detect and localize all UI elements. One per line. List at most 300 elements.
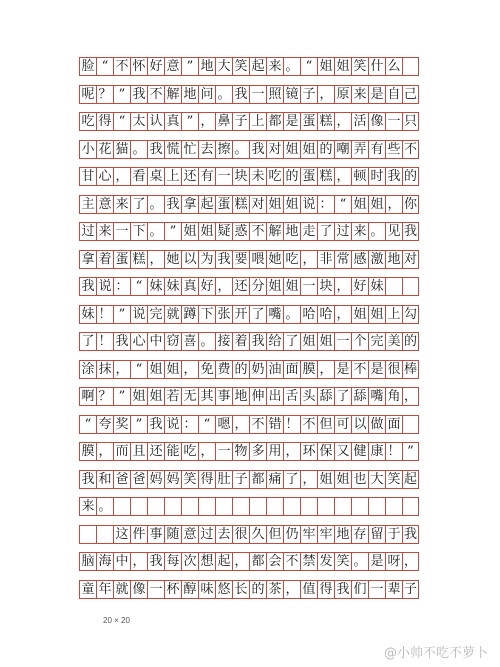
grid-cell: ， [403,389,417,404]
grid-cell: 姐 [317,333,334,350]
grid-cell: 。 [283,306,300,323]
grid-cell: 主 [79,196,96,213]
grid-cell: 美 [385,333,402,350]
grid-cell [232,498,249,515]
grid-cell: 妈 [147,471,164,488]
grid-cell: 妹 [79,306,96,323]
grid-cell: 惑 [232,223,249,240]
grid-cell: 意 [96,196,113,213]
grid-cell: 若 [164,388,181,405]
grid-cell [96,526,113,543]
grid-cell: 奶 [249,361,266,378]
grid-cell: 说 [96,278,113,295]
grid-cell: 姐 [181,223,198,240]
grid-cell: 棒 [403,361,417,377]
grid-cell: 地 [283,223,300,240]
grid-cell: 于 [385,526,402,543]
grid-cell: 起 [215,553,232,570]
grid-cell: 姐 [198,223,215,240]
grid-cell: 妹 [147,278,164,295]
grid-cell: 无 [181,388,198,405]
grid-cell: 子 [232,113,249,130]
grid-cell: 费 [215,361,232,378]
grid-cell: “ [113,113,130,130]
grid-cell [147,498,164,515]
grid-cell: 像 [130,581,147,598]
grid-cell: 花 [96,141,113,158]
grid-cell: 己 [403,86,417,102]
grid-cell: 像 [368,113,385,130]
grid-cell: 过 [79,223,96,240]
grid-cell: 免 [198,361,215,378]
grid-row [79,497,419,516]
grid-cell: 镜 [283,86,300,103]
grid-cell: 发 [317,553,334,570]
grid-cell: 们 [351,581,368,598]
grid-cell: 说 [300,196,317,213]
grid-cell: 我 [147,553,164,570]
grid-row [79,442,419,461]
grid-cell: ， [181,361,198,378]
grid-cell: 姐 [300,141,317,158]
grid-cell: 疑 [215,223,232,240]
grid-cell: 物 [232,443,249,460]
grid-cell: 我 [403,526,417,542]
grid-cell: 起 [403,471,417,487]
grid-cell: 随 [164,526,181,543]
grid-cell: 了 [249,306,266,323]
grid-cell: 怀 [130,58,147,75]
grid-cell: 接 [215,333,232,350]
grid-cell: 一 [215,443,232,460]
grid-cell: 了 [283,333,300,350]
grid-cell [249,498,266,515]
grid-cell: 用 [266,443,283,460]
grid-cell: 我 [334,581,351,598]
grid-cell: 牢 [317,526,334,543]
grid-cell: 哈 [300,306,317,323]
grid-cell: 角 [385,388,402,405]
grid-cell: ” [164,223,181,240]
grid-cell: 久 [249,526,266,543]
grid-cell: 姐 [334,471,351,488]
grid-cell: 上 [164,168,181,185]
grid-cell: 心 [130,333,147,350]
grid-cell: 姐 [283,196,300,213]
grid-cell: ， [198,443,215,460]
grid-cell: 次 [181,553,198,570]
grid-cell: 且 [130,443,147,460]
grid-cell: ： [113,278,130,295]
grid-cell: 脸 [79,58,96,75]
grid-cell: 康 [368,443,385,460]
grid-cell: 爸 [113,471,130,488]
grid-cell: 膜 [300,361,317,378]
grid-cell [283,498,300,515]
grid-cell: 擦 [215,141,232,158]
grid-cell [113,498,130,515]
grid-cell: 姐 [351,306,368,323]
grid-cell: 不 [351,361,368,378]
grid-cell: “ [96,58,113,75]
grid-cell: 很 [232,526,249,543]
grid-cell: 起 [249,58,266,75]
grid-cell: 甘 [79,168,96,185]
grid-cell: 去 [215,526,232,543]
grid-cell: 姐 [300,333,317,350]
grid-cell: 舌 [283,388,300,405]
grid-cell [385,278,402,295]
grid-cell: ， [96,443,113,460]
grid-cell: 解 [164,86,181,103]
grid-cell: 。 [147,223,164,240]
grid-cell: 呢 [79,86,96,103]
grid-cell: 呀 [385,553,402,570]
grid-cell: 也 [351,471,368,488]
grid-cell: ， [113,361,130,378]
grid-cell: 嘴 [266,306,283,323]
grid-cell: 禁 [300,553,317,570]
grid-cell: 我 [385,168,402,185]
grid-cell: 都 [266,113,283,130]
grid-cell [402,498,419,515]
grid-row [79,525,419,544]
grid-cell: 原 [334,86,351,103]
grid-cell: 地 [232,388,249,405]
grid-cell: 是 [283,113,300,130]
grid-cell: 有 [198,168,215,185]
grid-cell: 你 [403,196,417,212]
grid-cell: 油 [266,361,283,378]
grid-cell: 仍 [283,526,300,543]
grid-cell: ” [181,113,198,130]
grid-cell [79,526,96,543]
grid-cell: “ [300,58,317,75]
grid-cell: 蛋 [215,196,232,213]
grid-cell: 不 [403,141,417,157]
grid-cell: 拿 [181,196,198,213]
grid-cell: 分 [249,278,266,295]
grid-row [79,167,419,186]
grid-cell: 鼻 [215,113,232,130]
grid-row [79,195,419,214]
grid-cell: 存 [351,526,368,543]
grid-cell: 是 [368,361,385,378]
grid-cell: 我 [249,333,266,350]
grid-cell: 要 [232,251,249,268]
grid-cell: 得 [96,113,113,130]
grid-cell: 地 [385,251,402,268]
grid-row [79,222,419,241]
grid-cell: 些 [385,141,402,158]
grid-cell: 做 [368,416,385,433]
grid-cell: ， [334,113,351,130]
grid-cell: ， [232,416,249,433]
grid-cell: 得 [317,581,334,598]
grid-cell: 脑 [79,553,96,570]
grid-cell: 了 [130,196,147,213]
grid-cell: 看 [130,168,147,185]
grid-cell: 一 [368,581,385,598]
grid-cell: 是 [368,86,385,103]
grid-cell: 爸 [130,471,147,488]
grid-cell: 啊 [79,388,96,405]
grid-cell: 的 [232,361,249,378]
grid-cell: 我 [403,224,417,239]
grid-row [79,140,419,159]
grid-cell: 一 [334,333,351,350]
grid-cell: 问 [198,86,215,103]
grid-cell: 其 [198,388,215,405]
grid-cell: 姐 [317,471,334,488]
grid-cell: 还 [181,168,198,185]
grid-cell: ， [147,251,164,268]
grid-cell: ！ [385,443,402,460]
grid-cell: 。 [198,333,215,350]
grid-cell [385,498,402,515]
grid-cell: 一 [113,223,130,240]
grid-cell [402,58,419,75]
grid-cell: 过 [334,223,351,240]
grid-cell: 多 [249,443,266,460]
grid-cell: 有 [368,141,385,158]
grid-cell: 吃 [266,168,283,185]
grid-cell [351,498,368,515]
grid-cell: 不 [249,416,266,433]
grid-cell: 了 [317,223,334,240]
grid-cell: 我 [147,416,164,433]
grid-cell: 哈 [317,306,334,323]
grid-cell: 蛋 [300,113,317,130]
grid-row [79,277,419,296]
grid-cell: 为 [198,251,215,268]
grid-cell: 忙 [181,141,198,158]
grid-cell: 去 [198,141,215,158]
grid-cell: 就 [164,306,181,323]
grid-cell: 妹 [368,278,385,295]
grid-cell: ， [403,554,417,569]
grid-cell: ， [198,113,215,130]
grid-cell: 。 [130,141,147,158]
grid-cell: 。 [368,223,385,240]
grid-cell: 姐 [334,58,351,75]
grid-cell: ” [181,58,198,75]
grid-cell: 杯 [164,581,181,598]
grid-cell: 说 [164,416,181,433]
grid-cell: 辈 [385,581,402,598]
grid-cell: 着 [96,251,113,268]
grid-cell: 头 [300,388,317,405]
grid-cell: 太 [130,113,147,130]
grid-cell: 膜 [79,443,96,460]
grid-cell: 喂 [249,251,266,268]
grid-cell: 来 [96,223,113,240]
grid-cell: 活 [351,113,368,130]
grid-cell: 好 [351,278,368,295]
grid-cell: 味 [198,581,215,598]
grid-cell: 吃 [79,113,96,130]
grid-cell: 姐 [164,361,181,378]
grid-cell: 地 [334,526,351,543]
grid-cell: 。 [96,498,113,515]
grid-row [79,250,419,269]
grid-cell: 喜 [181,333,198,350]
grid-cell: 对 [266,141,283,158]
grid-row [79,85,419,104]
grid-cell: ” [113,388,130,405]
grid-cell: 能 [164,443,181,460]
grid-cell: 了 [283,471,300,488]
grid-cell: 抹 [96,361,113,378]
grid-cell: 过 [198,526,215,543]
grid-cell: 心 [96,168,113,185]
grid-cell: 一 [215,168,232,185]
grid-cell: ！ [96,333,113,350]
grid-cell: 得 [198,471,215,488]
grid-cell [266,498,283,515]
grid-cell: 姐 [147,361,164,378]
grid-cell: 面 [385,416,402,433]
grid-cell: 块 [232,168,249,185]
grid-cell: 起 [198,196,215,213]
grid-row [79,470,419,489]
grid-cell: 不 [283,553,300,570]
grid-cell: 张 [215,306,232,323]
grid-cell: 意 [181,526,198,543]
grid-cell: 一 [385,113,402,130]
grid-cell: 以 [181,251,198,268]
grid-cell: 。 [232,141,249,158]
grid-cell: 嘲 [334,141,351,158]
grid-cell: 。 [351,553,368,570]
grid-cell: 而 [113,443,130,460]
grid-cell: 子 [403,581,417,597]
grid-cell: 年 [96,581,113,598]
grid-cell: ， [300,471,317,488]
grid-cell: 小 [79,141,96,158]
grid-cell: 事 [147,526,164,543]
grid-row [79,552,419,571]
grid-cell: 伸 [249,388,266,405]
grid-cell: 。 [147,196,164,213]
grid-cell: 不 [147,86,164,103]
grid-cell: 牢 [300,526,317,543]
grid-cell: 姐 [368,196,385,213]
grid-cell: 每 [164,553,181,570]
grid-cell: ” [402,443,419,460]
grid-cell: 就 [113,581,130,598]
grid-cell: 姐 [283,141,300,158]
grid-cell: ， [215,278,232,295]
grid-cell: 不 [113,58,130,75]
grid-cell: 茶 [266,581,283,598]
grid-cell: 未 [249,168,266,185]
grid-cell: 妈 [164,471,181,488]
grid-cell: 我 [130,86,147,103]
grid-cell: 意 [164,58,181,75]
grid-cell: ？ [96,388,113,405]
grid-cell: 笑 [232,58,249,75]
grid-cell: 一 [147,581,164,598]
grid-cell: 上 [385,306,402,323]
grid-cell: 子 [232,471,249,488]
grid-cell: 值 [300,581,317,598]
grid-cell: 地 [181,86,198,103]
grid-cell: 又 [334,443,351,460]
grid-cell: 么 [385,58,402,75]
grid-cell [300,498,317,515]
grid-cell: 夸 [96,416,113,433]
grid-cell: 感 [351,251,368,268]
grid-cell: 拿 [79,251,96,268]
grid-cell: 完 [368,333,385,350]
grid-cell: ， [385,196,402,213]
grid-cell: 都 [249,471,266,488]
grid-cell [368,498,385,515]
grid-row [79,57,419,76]
grid-cell: 下 [198,306,215,323]
grid-cell: ， [317,86,334,103]
grid-cell: ， [317,361,334,378]
grid-cell: 笑 [351,58,368,75]
grid-cell: 是 [368,553,385,570]
grid-cell: ： [181,416,198,433]
grid-cell: 桌 [147,168,164,185]
grid-cell: 只 [403,114,417,129]
grid-cell: ， [113,168,130,185]
grid-cell: 好 [198,278,215,295]
grid-cell: 下 [130,223,147,240]
grid-cell: ， [232,553,249,570]
grid-cell: 完 [147,306,164,323]
grid-cell: 姐 [266,196,283,213]
grid-cell: ， [130,553,147,570]
grid-cell: 激 [368,251,385,268]
grid-cell: 还 [232,278,249,295]
grid-cell: 弄 [351,141,368,158]
grid-cell: 蛋 [113,251,130,268]
grid-cell [215,498,232,515]
grid-cell [402,416,419,433]
grid-cell: 还 [147,443,164,460]
grid-cell: 姐 [147,388,164,405]
grid-size-label: 20 × 20 [103,616,130,625]
grid-cell: 吃 [181,443,198,460]
grid-cell [334,498,351,515]
grid-cell: 来 [113,196,130,213]
grid-cell: 这 [113,526,130,543]
grid-cell: 子 [300,86,317,103]
grid-cell: 大 [368,471,385,488]
grid-cell: 的 [283,168,300,185]
grid-cell: “ [334,196,351,213]
grid-cell: 蹲 [181,306,198,323]
grid-cell: 笑 [181,471,198,488]
grid-cell: 。 [215,86,232,103]
watermark: @小帅不吃不萝卜 [383,646,488,661]
grid-cell: 说 [130,306,147,323]
grid-cell [317,498,334,515]
grid-cell: 开 [232,306,249,323]
grid-cell: 姐 [266,278,283,295]
grid-cell: 来 [79,498,96,515]
grid-cell: 悠 [215,581,232,598]
grid-cell: 她 [266,251,283,268]
grid-cell: 吃 [283,251,300,268]
grid-cell [164,498,181,515]
grid-cell: 时 [368,168,385,185]
grid-row [79,360,419,379]
